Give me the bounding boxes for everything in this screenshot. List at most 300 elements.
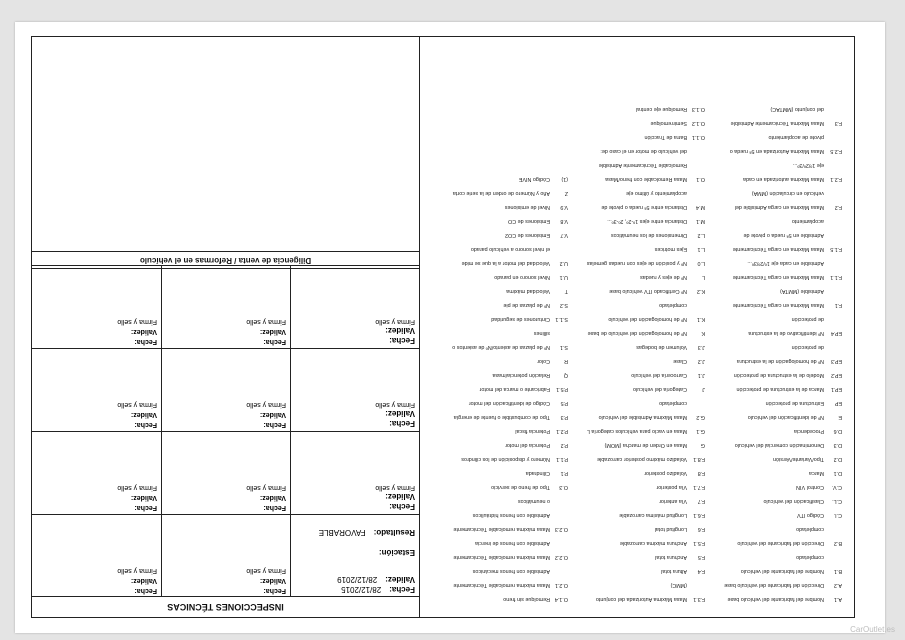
glossary-row — [430, 130, 842, 144]
glossary-entry — [431, 512, 568, 518]
glossary-entry — [705, 330, 842, 336]
validity-label: Validez: — [259, 494, 286, 501]
glossary-entry — [705, 288, 842, 294]
glossary-entry — [705, 470, 842, 476]
signature-line: Firma y sello — [375, 318, 415, 325]
glossary-entry — [568, 246, 705, 252]
glossary-description: Nº de ejes y ruedas — [640, 274, 687, 280]
glossary-code: O.1.4 — [554, 596, 568, 602]
inspection-cell — [32, 266, 161, 348]
glossary-entry — [568, 302, 705, 308]
glossary-description: Año y Número de orden de la serie corta — [452, 190, 550, 196]
glossary-code — [687, 162, 705, 168]
glossary-description: completado — [659, 400, 687, 406]
date-line — [263, 587, 286, 594]
validity-line — [131, 411, 157, 418]
glossary-entry — [431, 554, 568, 560]
validity-value: 28/12/2019 — [337, 575, 378, 584]
glossary-description: Masa Máxima autorizada en cada — [743, 176, 824, 182]
validity-line — [385, 492, 415, 501]
date-label: Fecha: — [134, 504, 157, 511]
glossary-entry — [431, 372, 568, 378]
glossary-entry — [431, 470, 568, 476]
glossary-description: Marca — [809, 470, 824, 476]
validity-line — [131, 328, 157, 335]
glossary-entry — [568, 316, 705, 322]
validity-label: Validez: — [385, 492, 415, 501]
validity-label: Validez: — [130, 328, 157, 335]
glossary-description: Nº Certificado ITV vehículo base — [609, 288, 687, 294]
glossary-entry — [705, 302, 842, 308]
glossary-entry — [705, 358, 842, 364]
glossary-code: D.1 — [833, 470, 842, 476]
glossary-code: D.6 — [833, 428, 842, 434]
glossary-entry — [568, 400, 705, 406]
signature-line: Firma y sello — [246, 567, 286, 574]
glossary-description: Emisiones de CO — [508, 218, 550, 224]
glossary-entry — [705, 400, 842, 406]
glossary-description: Distancia entre ejes 1º-2º, 2º-3º... — [607, 218, 687, 224]
glossary-description: Nº y posición de ejes con ruedas gemelas — [586, 260, 687, 266]
glossary-row — [430, 158, 842, 172]
glossary-entry — [705, 386, 842, 392]
inspection-row — [32, 265, 419, 348]
glossary-entry — [705, 134, 842, 140]
signature-line: Firma y sello — [375, 401, 415, 408]
glossary-code: P.1 — [560, 470, 568, 476]
glossary-code — [824, 106, 842, 112]
inspection-cell — [161, 349, 290, 431]
glossary-code: V.9 — [560, 204, 568, 210]
glossary-row — [430, 452, 842, 466]
inspection-row — [32, 348, 419, 431]
glossary-code — [687, 400, 705, 406]
glossary-description: Potencia fiscal — [515, 428, 550, 434]
signature-line: Firma y sello — [117, 318, 157, 325]
reforms-section-title: Diligencia de venta / Reformas en el vehículo — [32, 251, 419, 269]
glossary-entry — [431, 386, 568, 392]
glossary-row — [430, 564, 842, 578]
glossary-description: Distancia entre 5ª rueda o pivote de — [601, 204, 687, 210]
glossary-description: acoplamiento y último eje — [626, 190, 687, 196]
glossary-code: O.1.2 — [691, 120, 705, 126]
glossary-entry — [705, 260, 842, 266]
glossary-description: Modelo de la estructura de protección — [733, 372, 824, 378]
glossary-entry — [431, 498, 568, 504]
glossary-code: F.1.1 — [830, 274, 842, 280]
glossary-code: EP.2 — [831, 372, 842, 378]
watermark-text: CarOutlet.es — [850, 625, 895, 634]
glossary-entry — [705, 568, 842, 574]
glossary-row — [430, 396, 842, 410]
glossary-row — [430, 438, 842, 452]
glossary-description: Masa Máxima Autorizada en 5ª rueda o — [729, 148, 824, 154]
date-line — [263, 421, 286, 428]
glossary-description: Masa Remolcable con freno/Masa — [605, 176, 687, 182]
glossary-entry — [705, 372, 842, 378]
field-glossary — [420, 37, 854, 617]
glossary-row — [430, 592, 842, 606]
glossary-code: F.8.1 — [693, 456, 705, 462]
glossary-entry — [431, 260, 568, 266]
glossary-entry — [568, 498, 705, 504]
glossary-row — [430, 522, 842, 536]
glossary-description: Control VIN — [796, 484, 824, 490]
inspections-panel — [32, 37, 419, 617]
glossary-code: F.3 — [834, 120, 842, 126]
glossary-code: T — [564, 288, 568, 294]
glossary-code — [687, 302, 705, 308]
glossary-entry — [431, 442, 568, 448]
inspection-cell-first — [290, 515, 419, 597]
glossary-code: M.1 — [696, 218, 705, 224]
glossary-entry — [705, 512, 842, 518]
glossary-entry — [568, 330, 705, 336]
glossary-description: Barra de Tracción — [644, 134, 687, 140]
glossary-description: Masa Máxima en carga Admisible del — [734, 204, 824, 210]
glossary-entry — [705, 344, 842, 350]
glossary-code — [550, 512, 568, 518]
glossary-entry — [431, 596, 568, 602]
inspection-cell — [290, 349, 419, 431]
glossary-code: P.2.1 — [556, 428, 568, 434]
glossary-entry — [568, 512, 705, 518]
validity-label: Validez: — [259, 328, 286, 335]
glossary-row — [430, 508, 842, 522]
glossary-code — [550, 498, 568, 504]
inspection-cell — [161, 266, 290, 348]
glossary-code: U.1 — [559, 274, 568, 280]
date-label: Fecha: — [263, 421, 286, 428]
glossary-grid — [430, 102, 842, 606]
glossary-entry — [568, 568, 705, 574]
glossary-description: Denominación comercial del vehículo — [734, 442, 824, 448]
glossary-description: Nº de identificación del vehículo — [747, 414, 824, 420]
validity-line — [260, 494, 286, 501]
glossary-row — [430, 326, 842, 340]
glossary-description: Nombre del fabricante del vehículo base — [727, 596, 824, 602]
validity-line — [131, 494, 157, 501]
glossary-description: Clasificación del vehículo — [763, 498, 824, 504]
glossary-entry — [568, 442, 705, 448]
glossary-code: L.0 — [697, 260, 705, 266]
glossary-code: O.2.3 — [554, 526, 568, 532]
inspection-cell — [161, 432, 290, 514]
glossary-code: O.2.1 — [554, 582, 568, 588]
glossary-description: Voladizo máximo posterior carrozable — [597, 456, 687, 462]
glossary-entry — [568, 260, 705, 266]
glossary-description: Masa Máxima Autorizada del conjunto — [595, 596, 687, 602]
glossary-entry — [568, 190, 705, 196]
glossary-entry — [705, 540, 842, 546]
result-value: FAVORABLE — [318, 528, 366, 537]
glossary-description: Cinturones de seguridad — [491, 316, 550, 322]
glossary-description: del vehículo de motor en el caso de: — [600, 148, 687, 154]
glossary-entry — [568, 372, 705, 378]
glossary-row — [430, 340, 842, 354]
glossary-entry — [568, 288, 705, 294]
glossary-entry — [431, 190, 568, 196]
glossary-description: Altura total — [661, 568, 687, 574]
glossary-code: B.1 — [833, 568, 842, 574]
validity-line — [260, 328, 286, 335]
validity-line — [385, 409, 415, 418]
glossary-description: vehículo en circulación (MMA) — [751, 190, 824, 196]
glossary-code — [550, 540, 568, 546]
glossary-description: Vía anterior — [659, 498, 687, 504]
glossary-entry — [568, 582, 705, 588]
glossary-entry — [431, 400, 568, 406]
glossary-code: J.3 — [697, 344, 705, 350]
glossary-row — [430, 368, 842, 382]
glossary-description: Relación potencia/masa — [492, 372, 550, 378]
glossary-entry — [568, 386, 705, 392]
glossary-entry — [705, 456, 842, 462]
glossary-code: L.1 — [697, 246, 705, 252]
glossary-row — [430, 298, 842, 312]
date-label: Fecha: — [134, 421, 157, 428]
glossary-code: D.2 — [833, 456, 842, 462]
validity-label: Validez: — [385, 326, 415, 335]
date-line — [389, 336, 415, 345]
validity-line — [337, 575, 415, 584]
glossary-description: Longitud total — [654, 526, 687, 532]
glossary-entry — [705, 148, 842, 154]
glossary-code: K — [701, 330, 705, 336]
date-label: Fecha: — [389, 585, 415, 594]
glossary-entry — [705, 232, 842, 238]
glossary-description: Color — [537, 358, 550, 364]
glossary-entry — [431, 484, 568, 490]
glossary-code: F.2.1 — [830, 176, 842, 182]
glossary-description: Nº de plazas de pie — [503, 302, 550, 308]
glossary-description: Dirección del fabricante del vehículo — [737, 540, 824, 546]
station-line — [379, 548, 415, 557]
glossary-code: F.5 — [697, 554, 705, 560]
glossary-description: Código ITV — [797, 512, 824, 518]
glossary-description: Nombre del fabricante del vehículo — [740, 568, 824, 574]
glossary-entry — [568, 218, 705, 224]
glossary-description: Anchura total — [655, 554, 687, 560]
glossary-code: L.2 — [697, 232, 705, 238]
signature-line: Firma y sello — [117, 567, 157, 574]
glossary-code: O.1 — [696, 176, 705, 182]
paper-sheet — [15, 22, 885, 633]
glossary-description: Volumen de bodegas — [636, 344, 687, 350]
glossary-entry — [705, 554, 842, 560]
glossary-entry — [568, 484, 705, 490]
glossary-entry — [431, 218, 568, 224]
glossary-code: V.7 — [560, 232, 568, 238]
date-value: 28/12/2015 — [341, 585, 382, 594]
glossary-entry — [568, 414, 705, 420]
glossary-entry — [431, 274, 568, 280]
glossary-entry — [705, 218, 842, 224]
date-label: Fecha: — [134, 338, 157, 345]
glossary-entry — [568, 526, 705, 532]
glossary-row — [430, 550, 842, 564]
glossary-description: pivote de acoplamiento — [768, 134, 824, 140]
validity-label: Validez: — [385, 409, 415, 418]
glossary-entry — [568, 596, 705, 602]
glossary-description: Semirremolque — [650, 120, 687, 126]
glossary-code: K.1 — [696, 316, 705, 322]
glossary-entry — [431, 540, 568, 546]
glossary-entry — [705, 176, 842, 182]
glossary-entry — [431, 302, 568, 308]
glossary-entry — [568, 274, 705, 280]
glossary-code: F.7 — [697, 498, 705, 504]
glossary-description: Remolque eje central — [636, 106, 687, 112]
glossary-description: Anchura máxima carrozable — [619, 540, 687, 546]
glossary-entry — [431, 344, 568, 350]
glossary-code — [824, 316, 842, 322]
glossary-description: Masa Máxima en carga Técnicamente — [732, 274, 824, 280]
glossary-description: Clase — [673, 358, 687, 364]
glossary-code: C.V. — [832, 484, 842, 490]
glossary-description: Estructura de protección — [765, 400, 824, 406]
glossary-description: eje 1º/2º/3º... — [792, 162, 824, 168]
glossary-description: Vía posterior — [656, 484, 687, 490]
date-line — [134, 504, 157, 511]
date-label: Fecha: — [263, 587, 286, 594]
date-label: Fecha: — [263, 338, 286, 345]
glossary-description: Tipo/Variante/Versión — [773, 456, 824, 462]
signature-line: Firma y sello — [246, 318, 286, 325]
glossary-code: F.6 — [697, 526, 705, 532]
glossary-description: Masa máxima remolcable Técnicamente — [453, 554, 550, 560]
date-label: Fecha: — [389, 336, 415, 345]
glossary-description: Admisible con frenos mecánicos — [472, 568, 550, 574]
glossary-entry — [568, 428, 705, 434]
glossary-description: Admisible (MMTA) — [780, 288, 824, 294]
date-line — [389, 502, 415, 511]
glossary-description: Fabricante o marca del motor — [479, 386, 550, 392]
glossary-row — [430, 116, 842, 130]
glossary-description: Voladizo posterior — [644, 470, 687, 476]
glossary-description: completado — [796, 554, 824, 560]
glossary-entry — [705, 246, 842, 252]
glossary-code: D.3 — [833, 442, 842, 448]
validity-line — [260, 577, 286, 584]
signature-line: Firma y sello — [117, 484, 157, 491]
glossary-code — [824, 526, 842, 532]
glossary-description: Admisible en cada eje 1º/2º/3º... — [747, 260, 824, 266]
glossary-code: P.5.1 — [556, 386, 568, 392]
document-frame — [31, 36, 855, 618]
glossary-entry — [431, 204, 568, 210]
glossary-entry — [568, 120, 705, 126]
glossary-code: F.6.1 — [693, 512, 705, 518]
glossary-description: Masa máxima remolcable Técnicamente — [453, 582, 550, 588]
signature-line: Firma y sello — [246, 484, 286, 491]
glossary-code: F.1.5 — [830, 246, 842, 252]
glossary-entry — [431, 568, 568, 574]
inspection-cell — [161, 515, 290, 597]
date-label: Fecha: — [263, 504, 286, 511]
glossary-code: G.1 — [696, 428, 705, 434]
validity-label: Validez: — [385, 575, 415, 584]
glossary-code — [824, 218, 842, 224]
glossary-entry — [431, 582, 568, 588]
glossary-code: U.2 — [559, 260, 568, 266]
inspections-title: INSPECCIONES TÉCNICAS — [32, 596, 419, 617]
glossary-description: Carrocería del vehículo — [631, 372, 687, 378]
glossary-code: R — [564, 358, 568, 364]
glossary-description: Nº de plazas de asiento/Nº de asientos o — [452, 344, 550, 350]
glossary-entry — [705, 106, 842, 112]
date-line — [134, 421, 157, 428]
glossary-code: S.2 — [559, 302, 568, 308]
glossary-code — [550, 330, 568, 336]
date-line — [134, 338, 157, 345]
glossary-description: Velocidad del motor a la que se mide — [461, 260, 550, 266]
glossary-description: Masa Máxima Admisible del vehículo — [598, 414, 687, 420]
glossary-row — [430, 242, 842, 256]
glossary-entry — [705, 316, 842, 322]
date-line — [263, 338, 286, 345]
date-line — [389, 419, 415, 428]
glossary-description: sillines — [533, 330, 550, 336]
glossary-description: Nivel sonoro en parado — [494, 274, 550, 280]
station-label: Estación: — [378, 548, 415, 557]
glossary-entry — [568, 344, 705, 350]
glossary-description: Código de identificación del motor — [468, 400, 550, 406]
glossary-code: Z — [564, 190, 568, 196]
glossary-entry — [568, 162, 705, 168]
glossary-code: V.8 — [560, 218, 568, 224]
glossary-description: Masa Máxima Técnicamente Admisible — [730, 120, 824, 126]
glossary-entry — [568, 148, 705, 154]
glossary-entry — [568, 232, 705, 238]
glossary-code — [824, 260, 842, 266]
glossary-row — [430, 270, 842, 284]
glossary-code: J.1 — [697, 372, 705, 378]
glossary-code — [824, 190, 842, 196]
glossary-row — [430, 144, 842, 158]
inspection-cell — [32, 432, 161, 514]
glossary-description: Admisible en 5ª rueda o pivote de — [743, 232, 824, 238]
glossary-entry — [431, 414, 568, 420]
date-line — [263, 504, 286, 511]
glossary-code: EP — [834, 400, 842, 406]
glossary-entry — [705, 596, 842, 602]
glossary-code: (1) — [561, 176, 568, 182]
glossary-description: Procedencia — [794, 428, 824, 434]
inspection-cell — [32, 349, 161, 431]
glossary-description: Nº de homologación de la estructura — [736, 358, 824, 364]
glossary-entry — [568, 358, 705, 364]
glossary-row — [430, 312, 842, 326]
glossary-entry — [568, 540, 705, 546]
glossary-row — [430, 256, 842, 270]
glossary-description: Admisible con frenos hidráulicos — [472, 512, 550, 518]
glossary-code: EP.3 — [831, 358, 842, 364]
glossary-entry — [431, 232, 568, 238]
inspection-cell — [290, 432, 419, 514]
glossary-code: F.4 — [697, 568, 705, 574]
glossary-entry — [431, 358, 568, 364]
glossary-entry — [431, 288, 568, 294]
glossary-description: Remolque sin freno — [503, 596, 550, 602]
glossary-code — [550, 568, 568, 574]
glossary-description: Masa Máxima en carga Técnicamente — [732, 302, 824, 308]
glossary-description: Emisiones de CO2 — [505, 232, 550, 238]
glossary-code — [550, 246, 568, 252]
glossary-code: G — [700, 442, 705, 448]
glossary-entry — [431, 526, 568, 532]
glossary-entry — [568, 456, 705, 462]
